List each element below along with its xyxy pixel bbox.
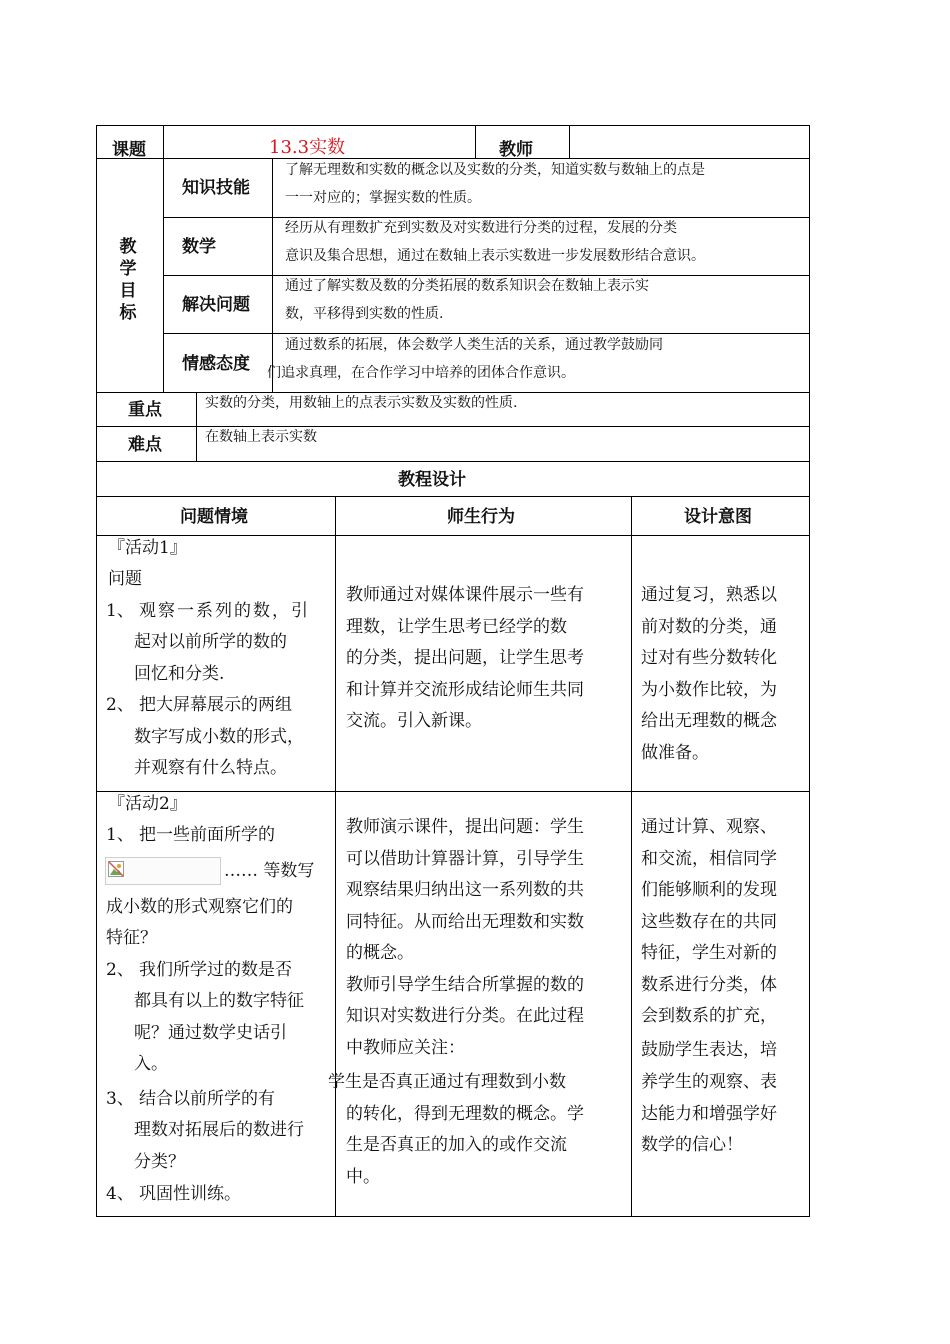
activity2-item3-line1: 结合以前所学的有 [139,1089,275,1109]
activity2-item2-line2: 都具有以上的数字特征 [134,991,304,1011]
activity2-intent-11: 数学的信心！ [641,1135,743,1155]
activity2-item2-no: 2、 [106,960,134,980]
activity1-item1-line3: 回忆和分类. [134,664,225,684]
activity1-item1-no: 1、 [106,601,134,621]
goal-text-attitude-2: 们追求真理，在合作学习中培养的团体合作意识。 [267,365,575,381]
activity1-title: 『活动1』 [108,538,187,558]
activity2-intent-7: 会到数系的扩充， [641,1006,777,1026]
activity2-item1-rest-1: 成小数的形式观察它们的 [106,897,293,917]
missing-image-placeholder [105,857,221,885]
activity2-behavior-2: 可以借助计算器计算，引导学生 [346,849,584,869]
activity2-item3-line3: 分类？ [134,1152,185,1172]
activity2-behavior-7: 知识对实数进行分类。在此过程 [346,1006,584,1026]
activity1-item2-line2: 数字写成小数的形式， [134,727,304,747]
activity2-behavior-8: 中教师应关注： [346,1038,465,1058]
activity1-intent-2: 前对数的分类，通 [641,617,777,637]
activity2-behavior-1: 教师演示课件，提出问题：学生 [346,817,584,837]
activity2-behavior-4: 同特征。从而给出无理数和实数 [346,912,584,932]
goal-text-math-2: 意识及集合思想，通过在数轴上表示实数进一步发展数形结合意识。 [285,248,705,264]
activity2-intent-8: 鼓励学生表达，培 [641,1040,777,1060]
goal-name-attitude: 情感态度 [182,354,250,374]
goals-label-text: 教学目标 [119,237,137,323]
key-point-label: 重点 [128,400,162,420]
goal-text-math-1: 经历从有理数扩充到实数及对实数进行分类的过程，发展的分类 [285,220,677,236]
activity2-item4-line: 巩固性训练。 [139,1184,241,1204]
activity1-item2-line1: 把大屏幕展示的两组 [139,695,292,715]
column-header-situation: 问题情境 [180,507,248,527]
activity1-problem-label: 问题 [108,569,142,589]
activity1-item1-line1: 观察一系列的数，引 [139,601,310,621]
activity1-item2-no: 2、 [106,695,134,715]
activity1-behavior-5: 交流。引入新课。 [346,711,482,731]
activity2-behavior-6: 教师引导学生结合所掌握的数的 [346,975,584,995]
activity2-behavior-5: 的概念。 [346,943,414,963]
activity2-item1-no: 1、 [106,825,134,845]
goal-text-knowledge-1: 了解无理数和实数的概念以及实数的分类，知道实数与数轴上的点是 [285,162,705,178]
activity2-intent-3: 们能够顺利的发现 [641,880,777,900]
design-title: 教程设计 [398,470,466,490]
goal-name-math: 数学 [182,237,216,257]
activity2-item2-line1: 我们所学过的数是否 [139,960,292,980]
activity1-intent-5: 给出无理数的概念 [641,711,777,731]
activity2-intent-9: 养学生的观察、表 [641,1072,777,1092]
goal-name-problem: 解决问题 [182,295,250,315]
difficulty-label: 难点 [128,435,162,455]
activity2-item4-no: 4、 [106,1184,134,1204]
activity2-behavior-3: 观察结果归纳出这一系列数的共 [346,880,584,900]
activity1-intent-4: 为小数作比较，为 [641,680,777,700]
activity2-intent-1: 通过计算、观察、 [641,817,777,837]
topic-label: 课题 [112,140,146,160]
activity2-behavior-9: 学生是否真正通过有理数到小数 [328,1072,566,1092]
activity1-intent-6: 做准备。 [641,743,709,763]
activity2-item2-line4: 入。 [134,1054,168,1074]
difficulty-text: 在数轴上表示实数 [205,429,317,445]
activity1-intent-3: 过对有些分数转化 [641,648,777,668]
topic-value: 13.3实数 [269,137,346,158]
goal-text-problem-2: 数，平移得到实数的性质. [285,306,444,322]
activity2-intent-6: 数系进行分类，体 [641,975,777,995]
activity2-item2-line3: 呢？通过数学史话引 [134,1023,287,1043]
activity1-item2-line3: 并观察有什么特点。 [134,758,287,778]
activity2-intent-2: 和交流，相信同学 [641,849,777,869]
teacher-label: 教师 [499,140,533,160]
activity2-item1-suffix: …… 等数写 [224,861,315,881]
goal-text-problem-1: 通过了解实数及数的分类拓展的数系知识会在数轴上表示实 [285,278,649,294]
activity1-intent-1: 通过复习，熟悉以 [641,585,777,605]
activity2-behavior-12: 中。 [346,1167,380,1187]
activity2-behavior-11: 生是否真正的加入的或作交流 [346,1135,567,1155]
activity2-item3-no: 3、 [106,1089,134,1109]
activity2-title: 『活动2』 [108,794,187,814]
activity1-item1-line2: 起对以前所学的数的 [134,632,287,652]
activity2-item1-rest-2: 特征？ [106,928,157,948]
column-header-intent: 设计意图 [684,507,752,527]
activity1-behavior-4: 和计算并交流形成结论师生共同 [346,680,584,700]
activity2-behavior-10: 的转化，得到无理数的概念。学 [346,1104,584,1124]
activity1-behavior-3: 的分类，提出问题，让学生思考 [346,648,584,668]
activity2-intent-4: 这些数存在的共同 [641,912,777,932]
activity2-item3-line2: 理数对拓展后的数进行 [134,1120,304,1140]
goal-text-attitude-1: 通过数系的拓展，体会数学人类生活的关系，通过教学鼓励同 [285,337,663,353]
key-point-text: 实数的分类，用数轴上的点表示实数及实数的性质. [205,395,518,411]
column-header-behavior: 师生行为 [447,507,515,527]
activity2-item1-line: 把一些前面所学的 [139,825,275,845]
goals-label [117,236,139,324]
goal-name-knowledge: 知识技能 [182,178,250,198]
broken-image-icon [108,861,124,877]
activity2-intent-10: 达能力和增强学好 [641,1104,777,1124]
activity2-intent-5: 特征，学生对新的 [641,943,777,963]
activity1-behavior-1: 教师通过对媒体课件展示一些有 [346,585,584,605]
activity1-behavior-2: 理数，让学生思考已经学的数 [346,617,567,637]
goal-text-knowledge-2: 一一对应的；掌握实数的性质。 [285,190,481,206]
